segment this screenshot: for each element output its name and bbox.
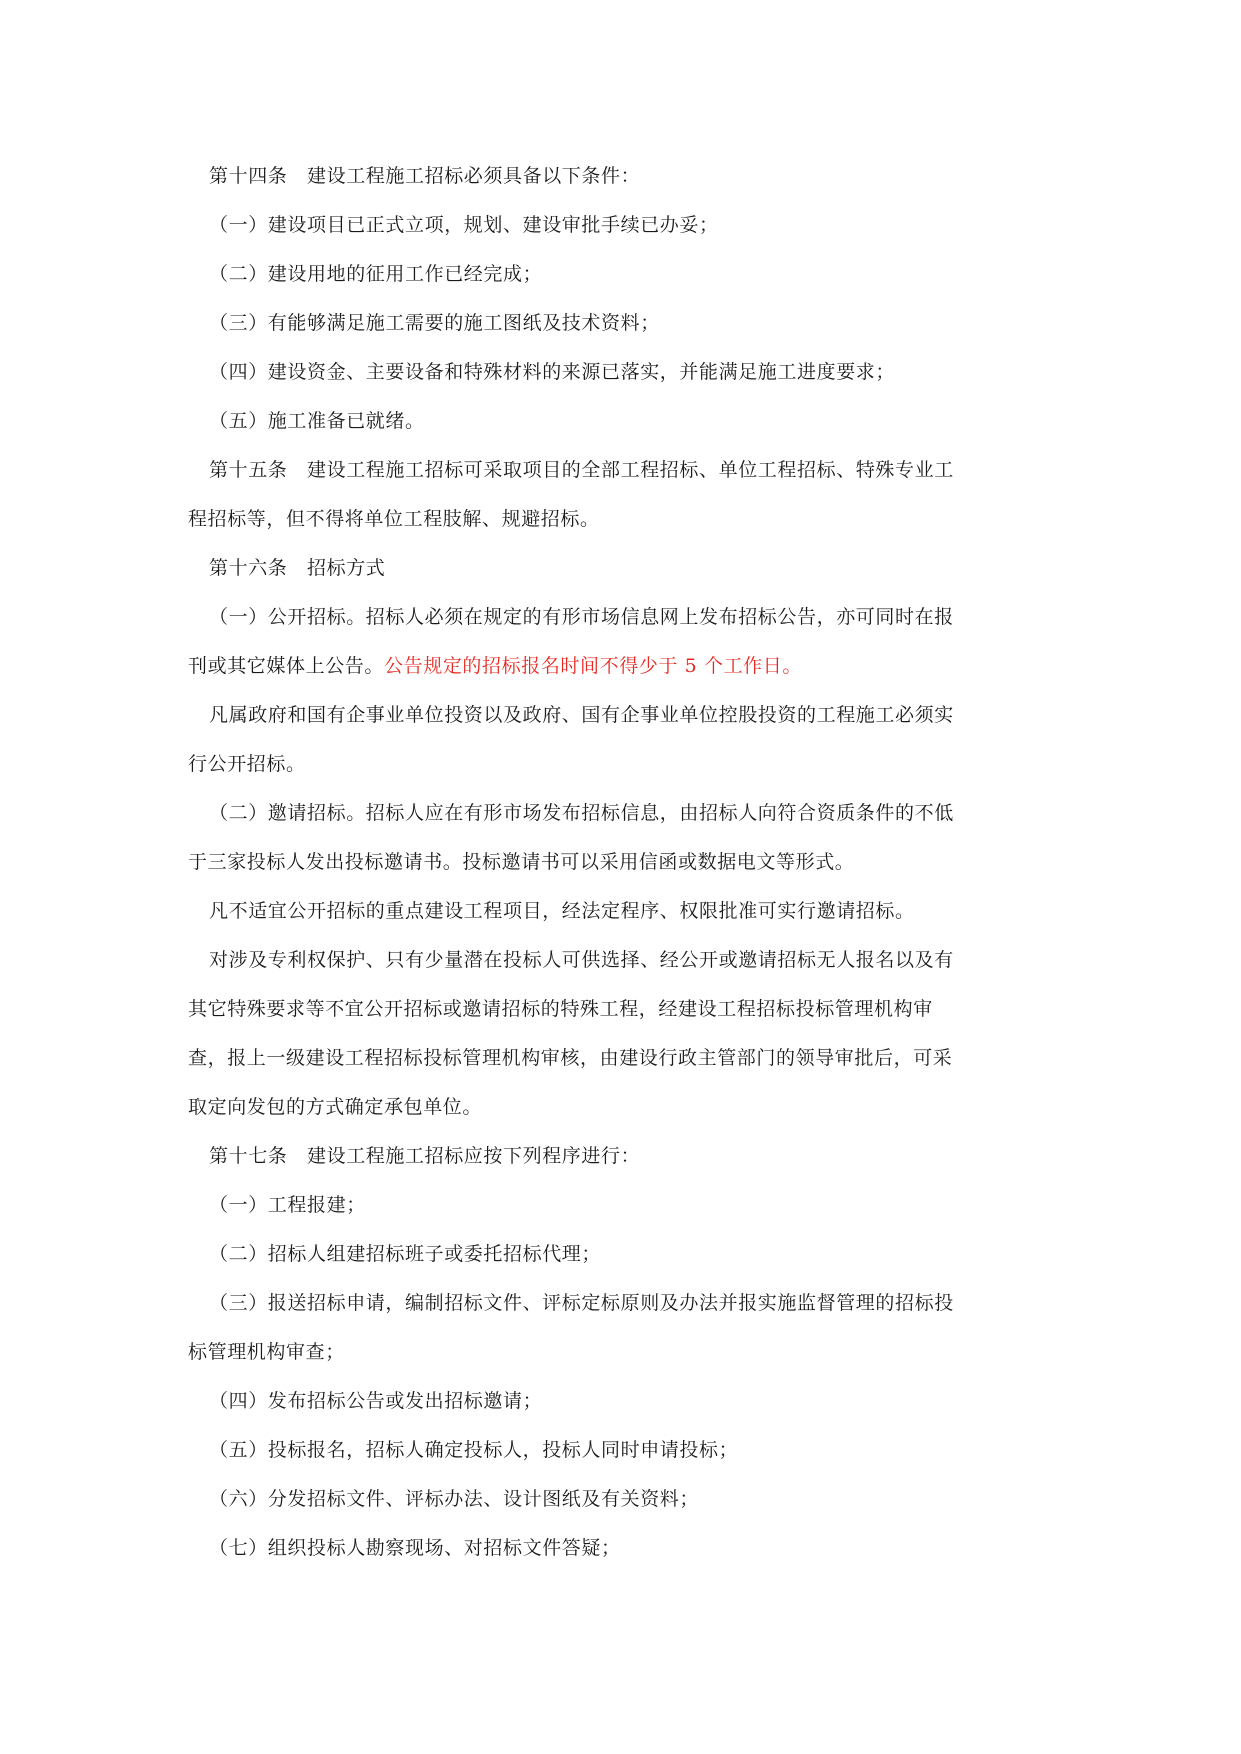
article-17-step-4: （四）发布招标公告或发出招标邀请； [209, 1390, 543, 1412]
article-17-step-7: （七）组织投标人勘察现场、对招标文件答疑； [209, 1537, 621, 1559]
article-14-item-1: （一）建设项目已正式立项，规划、建设审批手续已办妥； [209, 214, 719, 236]
article-16-item-1 [188, 593, 968, 691]
article-17-step-6: （六）分发招标文件、评标办法、设计图纸及有关资料； [209, 1488, 700, 1510]
article-16-item-2: （二）邀请招标。招标人应在有形市场发布招标信息，由招标人向符合资质条件的不低于三家投标人发出投标邀请书。投标邀请书可以采用信函或数据电文等形式。 [188, 802, 954, 873]
article-14-item-5: （五）施工准备已就绪。 [209, 410, 425, 432]
article-14-heading: 第十四条 建设工程施工招标必须具备以下条件： [209, 165, 641, 187]
article-14-item-2: （二）建设用地的征用工作已经完成； [209, 263, 543, 285]
article-17-heading: 第十七条 建设工程施工招标应按下列程序进行： [209, 1145, 641, 1167]
article-17-step-5: （五）投标报名，招标人确定投标人，投标人同时申请投标； [209, 1439, 739, 1461]
article-17-step-2: （二）招标人组建招标班子或委托招标代理； [209, 1243, 602, 1265]
article-14-item-4: （四）建设资金、主要设备和特殊材料的来源已落实，并能满足施工进度要求； [209, 361, 896, 383]
article-16-public-scope: 凡属政府和国有企事业单位投资以及政府、国有企事业单位控股投资的工程施工必须实行公开招标。 [188, 704, 954, 775]
article-17-step-1: （一）工程报建； [209, 1194, 366, 1216]
article-16-item-1-text: （一）公开招标。招标人必须在规定的有形市场信息网上发布招标公告，亦可同时在报刊或其它媒体上公告。 [188, 606, 954, 677]
article-15: 第十五条 建设工程施工招标可采取项目的全部工程招标、单位工程招标、特殊专业工程招标等，但不得将单位工程肢解、规避招标。 [188, 459, 954, 530]
article-16-directed-award: 对涉及专利权保护、只有少量潜在投标人可供选择、经公开或邀请招标无人报名以及有其它特殊要求等不宜公开招标或邀请招标的特殊工程，经建设工程招标投标管理机构审查，报上一级建设工程招标投标管理机构审核，由建设行政主管部门的领导审批后，可采取定向发包的方式确定承包单位。 [188, 949, 954, 1118]
highlighted-notice: 公告规定的招标报名时间不得少于 5 个工作日。 [384, 655, 802, 677]
article-16-invite-scope: 凡不适宜公开招标的重点建设工程项目，经法定程序、权限批准可实行邀请招标。 [209, 900, 915, 922]
article-16-heading: 第十六条 招标方式 [209, 557, 386, 579]
document-body [188, 152, 968, 1573]
article-14-item-3: （三）有能够满足施工需要的施工图纸及技术资料； [209, 312, 660, 334]
article-17-step-3: （三）报送招标申请，编制招标文件、评标定标原则及办法并报实施监督管理的招标投标管理机构审查； [188, 1292, 954, 1363]
